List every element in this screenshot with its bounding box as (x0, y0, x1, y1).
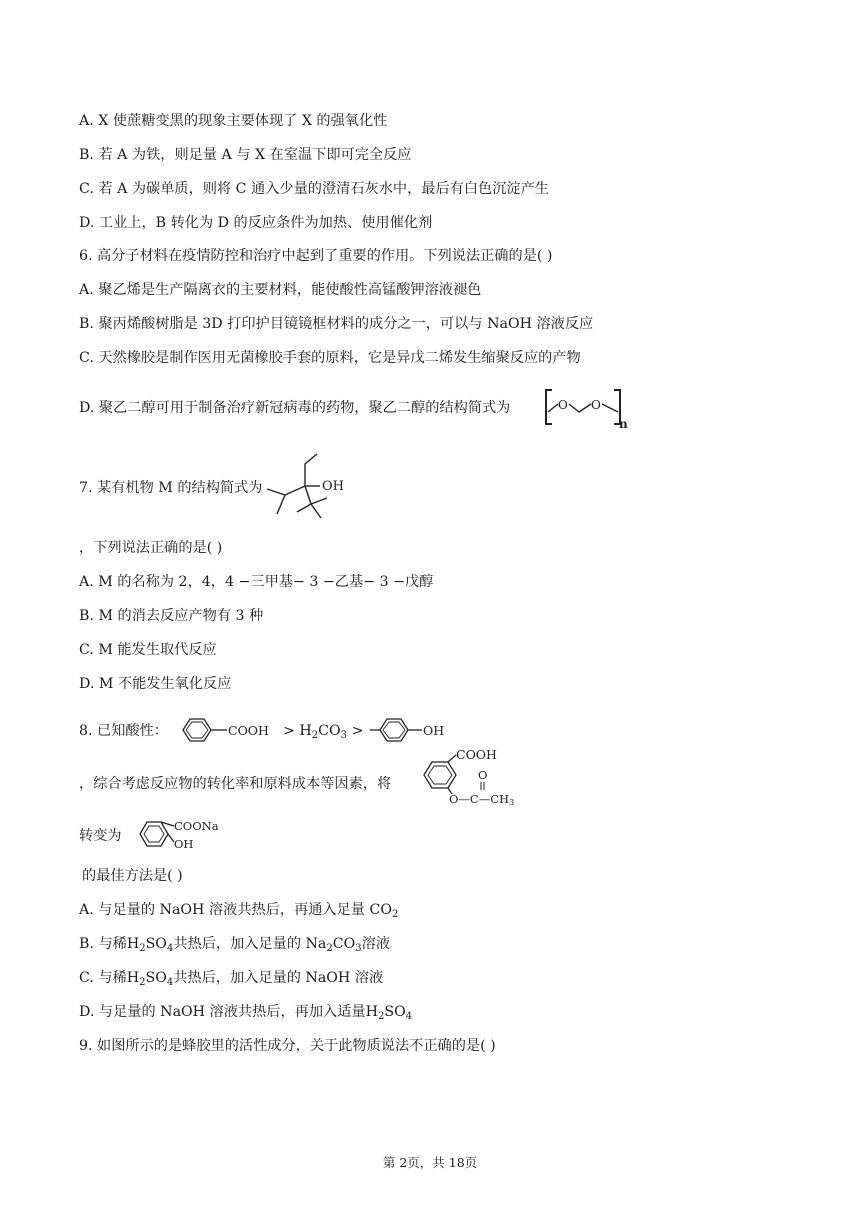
q7-stem: 7. 某有机物 M 的结构简式为 (79, 480, 263, 496)
acidity-gt-2: > (351, 723, 364, 739)
q7-stem-continued: ，下列说法正确的是( ) (79, 540, 223, 556)
q8-stem-prefix: 8. 已知酸性： (79, 723, 168, 739)
q8-stem-line3: 的最佳方法是( ) (82, 868, 183, 884)
q5-option-a: A. X 使蔗糖变黑的现象主要体现了 X 的强氧化性 (79, 113, 388, 129)
aspirin-ester-chain: O—C—CH3 (449, 792, 515, 805)
q8-convert-label: 转变为 (79, 828, 122, 844)
q7-option-a: A. M 的名称为 2，4，4 −三甲基− 3 −乙基− 3 −戊醇 (79, 574, 434, 590)
product-structure (134, 812, 234, 856)
q6-option-d: D. 聚乙二醇可用于制备治疗新冠病毒的药物，聚乙二醇的结构简式为 (79, 400, 511, 416)
h2co3-formula: $H_2CO_3$ (299, 723, 348, 741)
q6-stem: 6. 高分子材料在疫情防控和治疗中起到了重要的作用。下列说法正确的是( ) (79, 248, 553, 264)
acidity-gt-1: > (283, 723, 295, 739)
phenol-structure (368, 715, 452, 745)
peg-oxygen-1: O (558, 398, 568, 412)
q8-stem-line2: ，综合考虑反应物的转化率和原料成本等因素，将 (79, 776, 392, 792)
peg-subscript-n: n (619, 417, 628, 430)
q6-option-b: B. 聚丙烯酸树脂是 3D 打印护目镜镜框材料的成分之一，可以与 NaOH 溶液反应 (79, 316, 594, 332)
peg-oxygen-2: O (591, 398, 601, 412)
q7-option-b: B. M 的消去反应产物有 3 种 (79, 608, 264, 624)
q7-oh-label: OH (322, 479, 344, 494)
q7-option-d: D. M 不能发生氧化反应 (79, 676, 232, 692)
product-oh-label: OH (174, 837, 194, 851)
q8-option-b: B. 与稀$H_2SO_4$共热后，加入足量的 $Na_2CO_3$溶液 (79, 936, 391, 954)
q6-option-c: C. 天然橡胶是制作医用无菌橡胶手套的原料，它是异戊二烯发生缩聚反应的产物 (79, 350, 581, 366)
aspirin-carbonyl-o: O (478, 768, 488, 782)
peg-structure (540, 386, 630, 430)
benzoic-acid-structure (173, 715, 279, 745)
page-footer: 第 2页，共 18页 (382, 1155, 478, 1170)
aspirin-cooh-label: COOH (456, 747, 497, 762)
q7-molecule-structure (265, 452, 355, 522)
q5-option-b: B. 若 A 为铁，则足量 A 与 X 在室温下即可完全反应 (79, 147, 412, 163)
benzoic-cooh-label: COOH (227, 723, 269, 738)
q9-stem: 9. 如图所示的是蜂胶里的活性成分，关于此物质说法不正确的是( ) (79, 1038, 496, 1054)
q5-option-d: D. 工业上，B 转化为 D 的反应条件为加热、使用催化剂 (79, 215, 433, 231)
aspirin-structure (416, 745, 532, 805)
q8-stem-line1 (79, 715, 452, 745)
q5-option-c: C. 若 A 为碳单质，则将 C 通入少量的澄清石灰水中，最后有白色沉淀产生 (79, 181, 549, 197)
product-coona-label: COONa (174, 819, 219, 833)
q8-option-d: D. 与足量的 NaOH 溶液共热后，再加入适量$H_2SO_4$ (79, 1004, 413, 1022)
q8-option-c: C. 与稀$H_2SO_4$共热后，加入足量的 NaOH 溶液 (79, 970, 384, 988)
phenol-oh-label: OH (422, 723, 445, 738)
q6-option-a: A. 聚乙烯是生产隔离衣的主要材料，能使酸性高锰酸钾溶液褪色 (79, 282, 482, 298)
q8-option-a: A. 与足量的 NaOH 溶液共热后，再通入足量 $CO_2$ (79, 902, 399, 920)
q7-option-c: C. M 能发生取代反应 (79, 642, 217, 658)
